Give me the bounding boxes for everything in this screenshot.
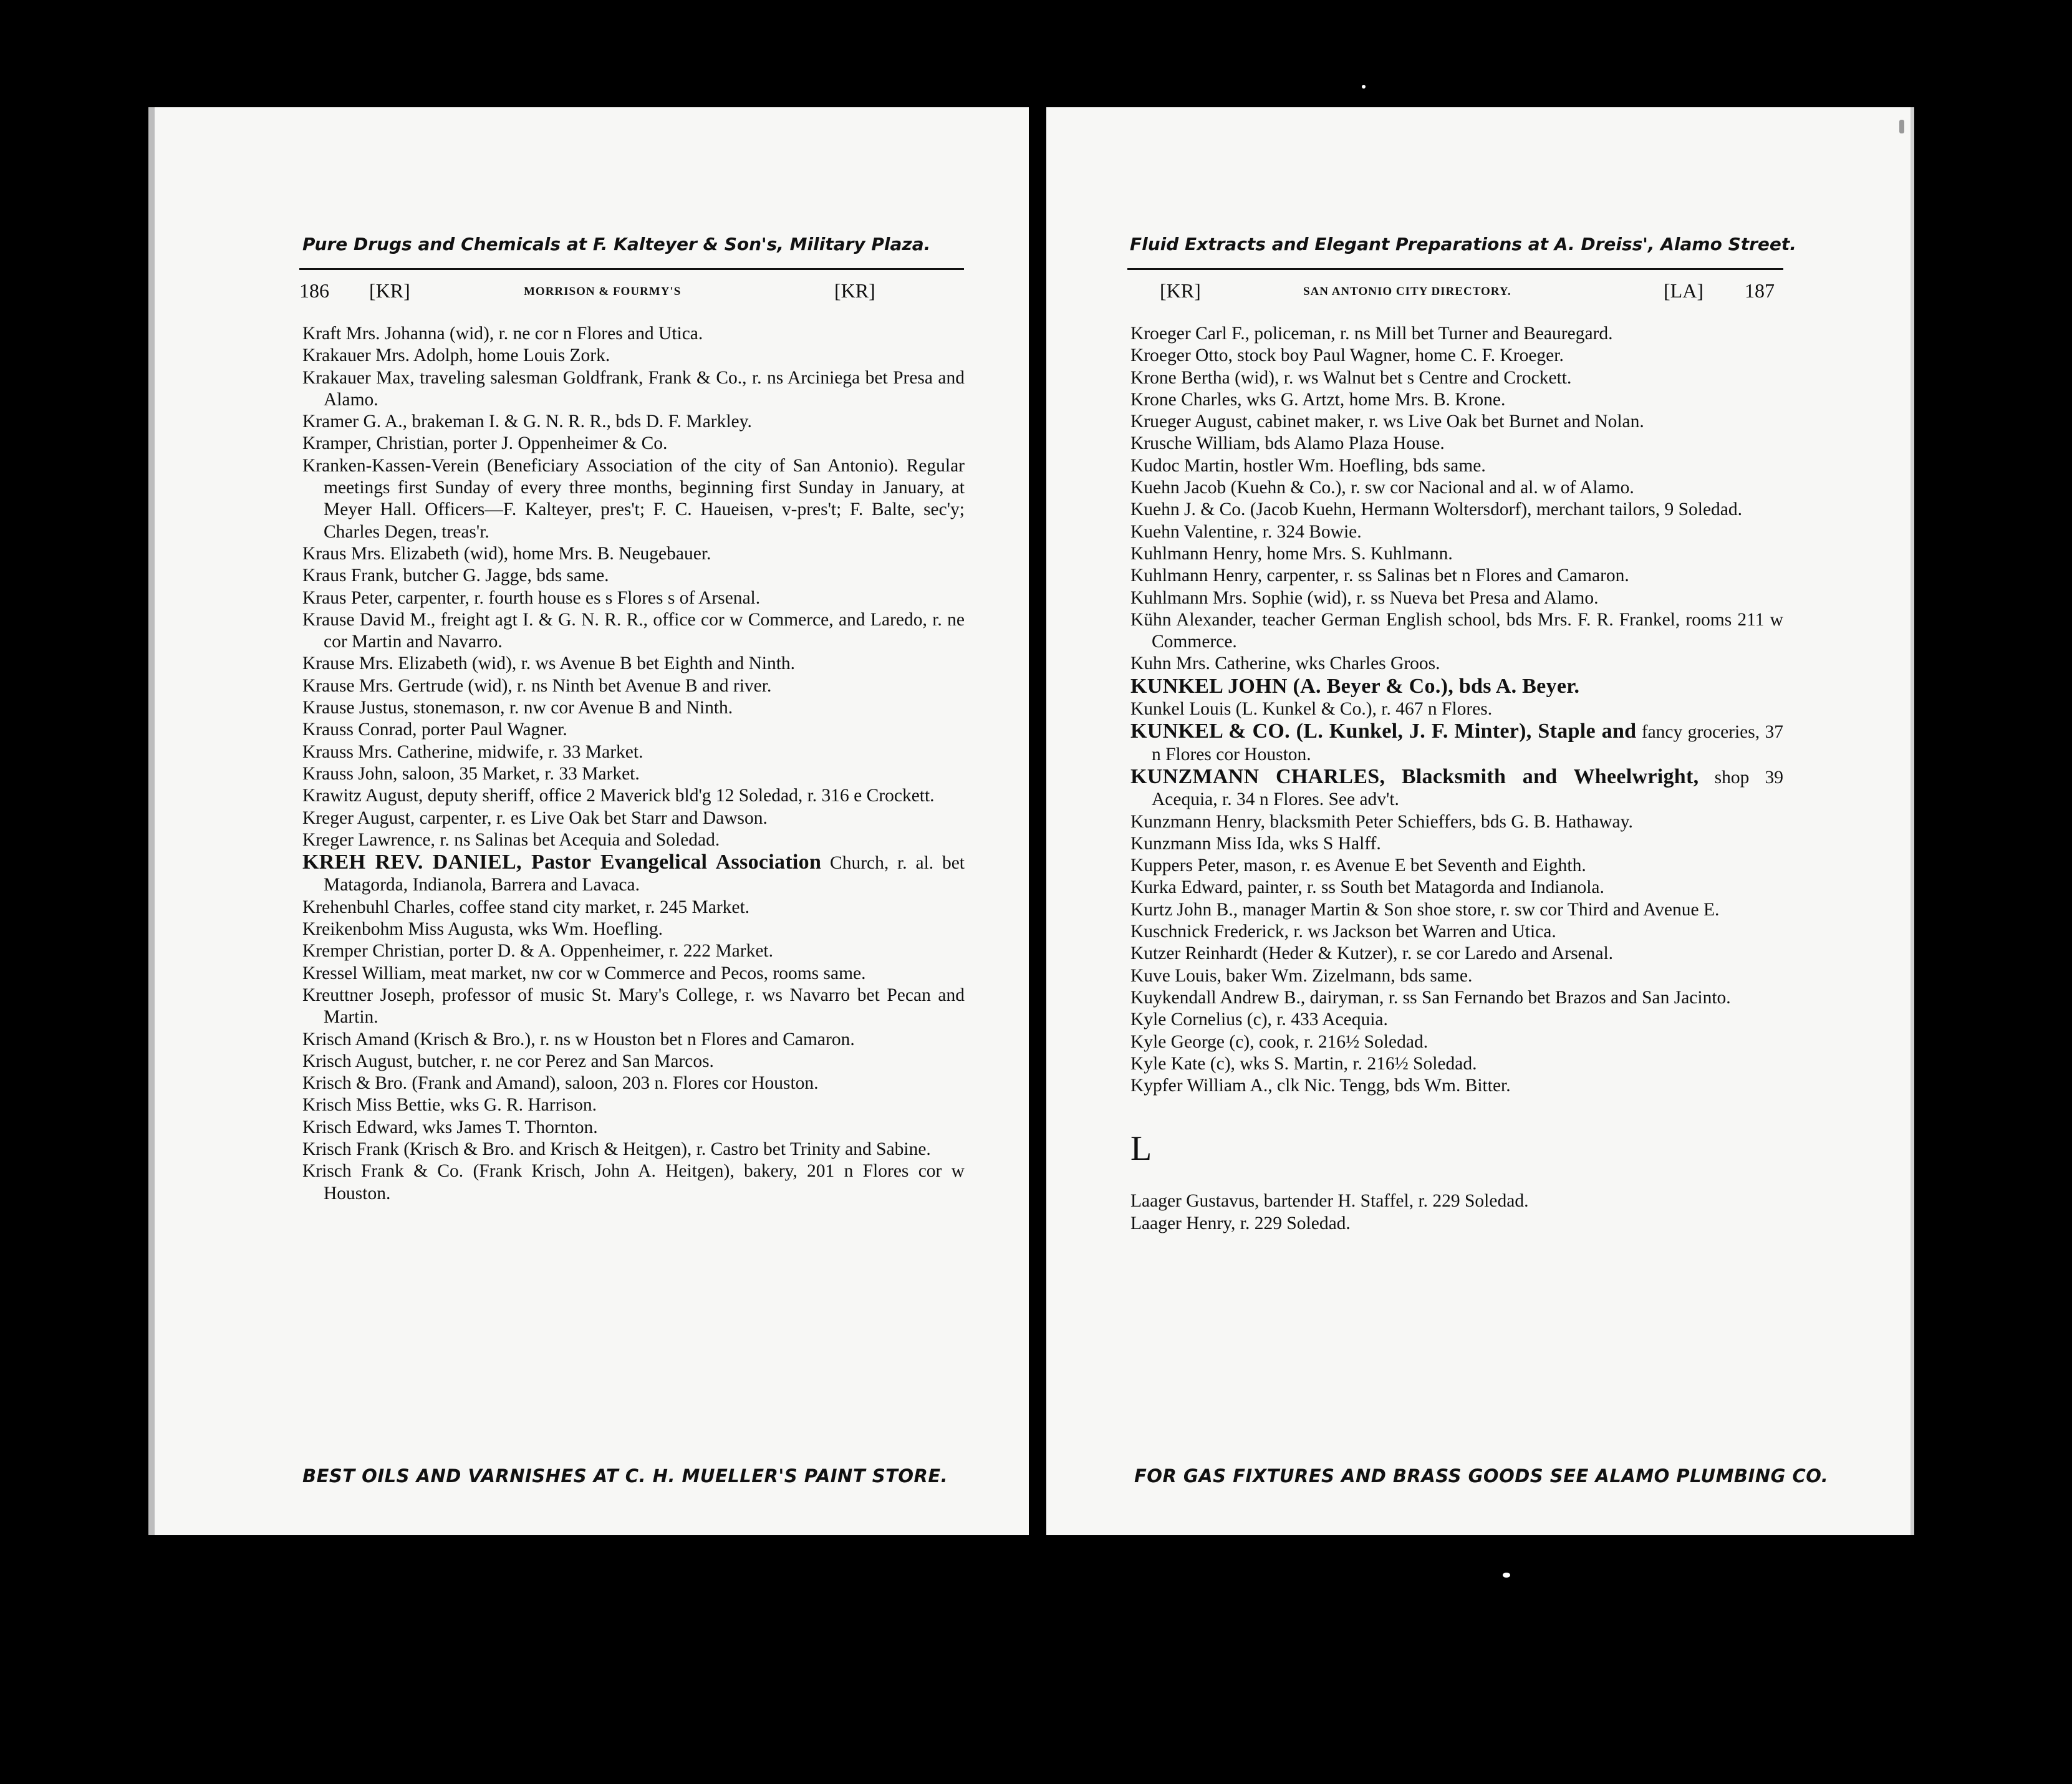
directory-entry: Krauss Conrad, porter Paul Wagner. [302,720,567,740]
left-publisher: MORRISON & FOURMY'S [524,285,682,298]
right-section-code-2: [LA] [1664,279,1703,302]
directory-entry [1130,766,1783,811]
directory-entry: Krause Justus, stonemason, r. nw cor Avenue B and Ninth. [302,698,733,718]
left-page [148,107,1029,1535]
directory-entry: Kuehn J. & Co. (Jacob Kuehn, Hermann Woltersdorf), merchant tailors, 9 Soledad. [1130,499,1743,520]
directory-entry: Kuppers Peter, mason, r. es Avenue E bet Seventh and Eighth. [1130,856,1586,876]
directory-entry: Kudoc Martin, hostler Wm. Hoefling, bds same. [1130,455,1486,476]
directory-entry: Laager Henry, r. 229 Soledad. [1130,1213,1351,1233]
directory-entry: Kramer G. A., brakeman I. & G. N. R. R., bds D. F. Markley. [302,412,752,432]
directory-entry: Kutzer Reinhardt (Heder & Kutzer), r. se cor Laredo and Arsenal. [1130,943,1614,964]
left-page-number: 186 [299,279,329,302]
directory-entry: Kraus Peter, carpenter, r. fourth house es s Flores s of Arsenal. [302,587,761,608]
directory-entry: Kraft Mrs. Johanna (wid), r. ne cor n Flores and Utica. [302,324,703,344]
left-running-head [299,279,964,304]
directory-entry: Kuhn Mrs. Catherine, wks Charles Groos. [1130,653,1440,674]
directory-entry: Krueger August, cabinet maker, r. ws Live Oak bet Burnet and Nolan. [1130,412,1644,432]
directory-entry: Krakauer Mrs. Adolph, home Louis Zork. [302,345,610,366]
directory-entry: Kuhlmann Henry, carpenter, r. ss Salinas bet n Flores and Camaron. [1130,566,1629,586]
directory-entry: Krawitz August, deputy sheriff, office 2 Maverick bld'g 12 Soledad, r. 316 e Crockett. [302,786,935,806]
directory-entry: Kuhlmann Mrs. Sophie (wid), r. ss Nueva bet Presa and Alamo. [1130,587,1599,608]
directory-entry: Krause Mrs. Gertrude (wid), r. ns Ninth bet Avenue B and river. [302,675,772,696]
directory-entry: Krone Charles, wks G. Artzt, home Mrs. B. Krone. [1130,389,1506,410]
entry-text: shop 39 Acequia, r. 34 n Flores. See adv't. [1152,767,1784,810]
entry-text: Church, r. al. bet Matagorda, Indianola, Barrera and Lavaca. [324,853,965,895]
right-page-number: 187 [1745,279,1775,302]
directory-entry [1130,720,1783,766]
directory-entry: Kraus Mrs. Elizabeth (wid), home Mrs. B. Neugebauer. [302,543,711,564]
directory-entry: Kuve Louis, baker Wm. Zizelmann, bds same. [1130,965,1473,986]
directory-entry: Krisch & Bro. (Frank and Amand), saloon, 203 n. Flores cor Houston. [302,1073,819,1094]
right-top-advertisement: Fluid Extracts and Elegant Preparations at A. Dreiss', Alamo Street. [1130,234,1796,254]
entry-bold-heading: KUNKEL JOHN (A. Beyer & Co.), bds A. Beyer. [1130,674,1580,698]
directory-entry: Kuykendall Andrew B., dairyman, r. ss San Fernando bet Brazos and San Jacinto. [1130,987,1731,1008]
directory-entry: Kramper, Christian, porter J. Oppenheimer & Co. [302,433,668,454]
directory-entry: Krisch Amand (Krisch & Bro.), r. ns w Houston bet n Flores and Camaron. [302,1029,855,1049]
right-header-rule [1127,268,1783,270]
directory-entry: Kypfer William A., clk Nic. Tengg, bds Wm. Bitter. [1130,1076,1511,1096]
directory-entry: Kreikenbohm Miss Augusta, wks Wm. Hoefling. [302,919,663,940]
dust-speck [1503,1573,1510,1578]
left-section-code-1: [KR] [369,279,410,302]
directory-entry: Kühn Alexander, teacher German English school, bds Mrs. F. R. Frankel, rooms 211 w Commerce. [1130,609,1783,652]
directory-entry: Krisch August, butcher, r. ne cor Perez and San Marcos. [302,1051,714,1071]
directory-entry [302,851,965,897]
right-publisher: SAN ANTONIO CITY DIRECTORY. [1303,285,1511,298]
directory-entry: Kunkel Louis (L. Kunkel & Co.), r. 467 n Flores. [1130,699,1493,720]
directory-entry: Kraus Frank, butcher G. Jagge, bds same. [302,566,609,586]
directory-entry: Kunzmann Henry, blacksmith Peter Schieffers, bds G. B. Hathaway. [1130,811,1633,832]
directory-entry: Krisch Frank & Co. (Frank Krisch, John A. Heitgen), bakery, 201 n Flores cor w Houston. [302,1161,965,1203]
dust-speck [1362,85,1366,89]
directory-entry: Krehenbuhl Charles, coffee stand city market, r. 245 Market. [302,897,750,917]
directory-entry: Kroeger Carl F., policeman, r. ns Mill bet Turner and Beauregard. [1130,324,1613,344]
entry-text: fancy groceries, 37 n Flores cor Houston. [1152,722,1783,764]
left-header-rule [299,268,964,270]
right-directory-entries [1130,323,1783,1235]
directory-entry: Kremper Christian, porter D. & A. Oppenheimer, r. 222 Market. [302,941,773,962]
left-bottom-advertisement: BEST OILS AND VARNISHES AT C. H. MUELLER'S PAINT STORE. [302,1465,948,1487]
directory-entry: Kyle George (c), cook, r. 216½ Soledad. [1130,1031,1429,1052]
directory-entry: Kyle Cornelius (c), r. 433 Acequia. [1130,1010,1388,1030]
directory-entry: Krisch Edward, wks James T. Thornton. [302,1117,598,1137]
directory-entry: Krone Bertha (wid), r. ws Walnut bet s Centre and Crockett. [1130,367,1572,388]
directory-entry: Kuehn Jacob (Kuehn & Co.), r. sw cor Nacional and al. w of Alamo. [1130,478,1634,498]
directory-entry: Kreger August, carpenter, r. es Live Oak bet Starr and Dawson. [302,808,768,828]
directory-entry: Kurtz John B., manager Martin & Son shoe store, r. sw cor Third and Avenue E. [1130,899,1720,920]
right-section-code-1: [KR] [1160,279,1201,302]
directory-entry: Kranken-Kassen-Verein (Beneficiary Association of the city of San Antonio). Regular meetings first Sunday of every three months, beginning first Sunday in January, at Meyer Hall. Officers—F. Kalteyer, pres't; F. C. Haueisen, v-pres't; F. Balte, sec'y; Charles Degen, treas'r. [302,455,965,542]
dust-speck [1899,120,1904,133]
right-running-head [1127,279,1783,304]
directory-entry: Kreuttner Joseph, professor of music St. Mary's College, r. ws Navarro bet Pecan and Martin. [302,985,965,1028]
directory-entry: Krause David M., freight agt I. & G. N. R. R., office cor w Commerce, and Laredo, r. ne cor Martin and Navarro. [302,609,965,652]
directory-entry: Krusche William, bds Alamo Plaza House. [1130,433,1445,454]
directory-entry: Krauss Mrs. Catherine, midwife, r. 33 Market. [302,741,643,762]
directory-entry: Kreger Lawrence, r. ns Salinas bet Acequia and Soledad. [302,829,720,850]
directory-entry: Krauss John, saloon, 35 Market, r. 33 Market. [302,763,640,784]
right-page [1046,107,1914,1535]
left-section-code-2: [KR] [834,279,875,302]
directory-entry: Krisch Frank (Krisch & Bro. and Krisch & Heitgen), r. Castro bet Trinity and Sabine. [302,1139,931,1159]
directory-entry [1130,675,1783,698]
directory-entry: Kuschnick Frederick, r. ws Jackson bet Warren and Utica. [1130,922,1556,942]
left-top-advertisement: Pure Drugs and Chemicals at F. Kalteyer & Son's, Military Plaza. [302,234,931,254]
directory-entry: Krause Mrs. Elizabeth (wid), r. ws Avenue B bet Eighth and Ninth. [302,653,796,674]
directory-entry: Kuehn Valentine, r. 324 Bowie. [1130,521,1362,542]
section-letter: L [1130,1129,1152,1169]
directory-entry: Kuhlmann Henry, home Mrs. S. Kuhlmann. [1130,543,1453,564]
directory-entry: Kurka Edward, painter, r. ss South bet Matagorda and Indianola. [1130,877,1604,898]
directory-entry: Laager Gustavus, bartender H. Staffel, r. 229 Soledad. [1130,1191,1529,1212]
directory-entry: Kroeger Otto, stock boy Paul Wagner, home C. F. Kroeger. [1130,345,1564,366]
entry-bold-heading: KUNZMANN CHARLES, Blacksmith and Wheelwright, [1130,764,1699,788]
directory-entry: Kyle Kate (c), wks S. Martin, r. 216½ Soledad. [1130,1053,1477,1074]
directory-entry: Krisch Miss Bettie, wks G. R. Harrison. [302,1095,597,1116]
directory-entry: Kunzmann Miss Ida, wks S Halff. [1130,833,1381,854]
entry-bold-heading: KREH REV. DANIEL, Pastor Evangelical Association [302,851,822,874]
directory-entry: Kressel William, meat market, nw cor w Commerce and Pecos, rooms same. [302,963,866,983]
left-directory-entries [302,323,965,1205]
entry-bold-heading: KUNKEL & CO. (L. Kunkel, J. F. Minter), Staple and [1130,720,1637,743]
right-bottom-advertisement: FOR GAS FIXTURES AND BRASS GOODS SEE ALAMO PLUMBING CO. [1134,1465,1829,1487]
directory-entry: Krakauer Max, traveling salesman Goldfrank, Frank & Co., r. ns Arciniega bet Presa and Alamo. [302,367,965,410]
